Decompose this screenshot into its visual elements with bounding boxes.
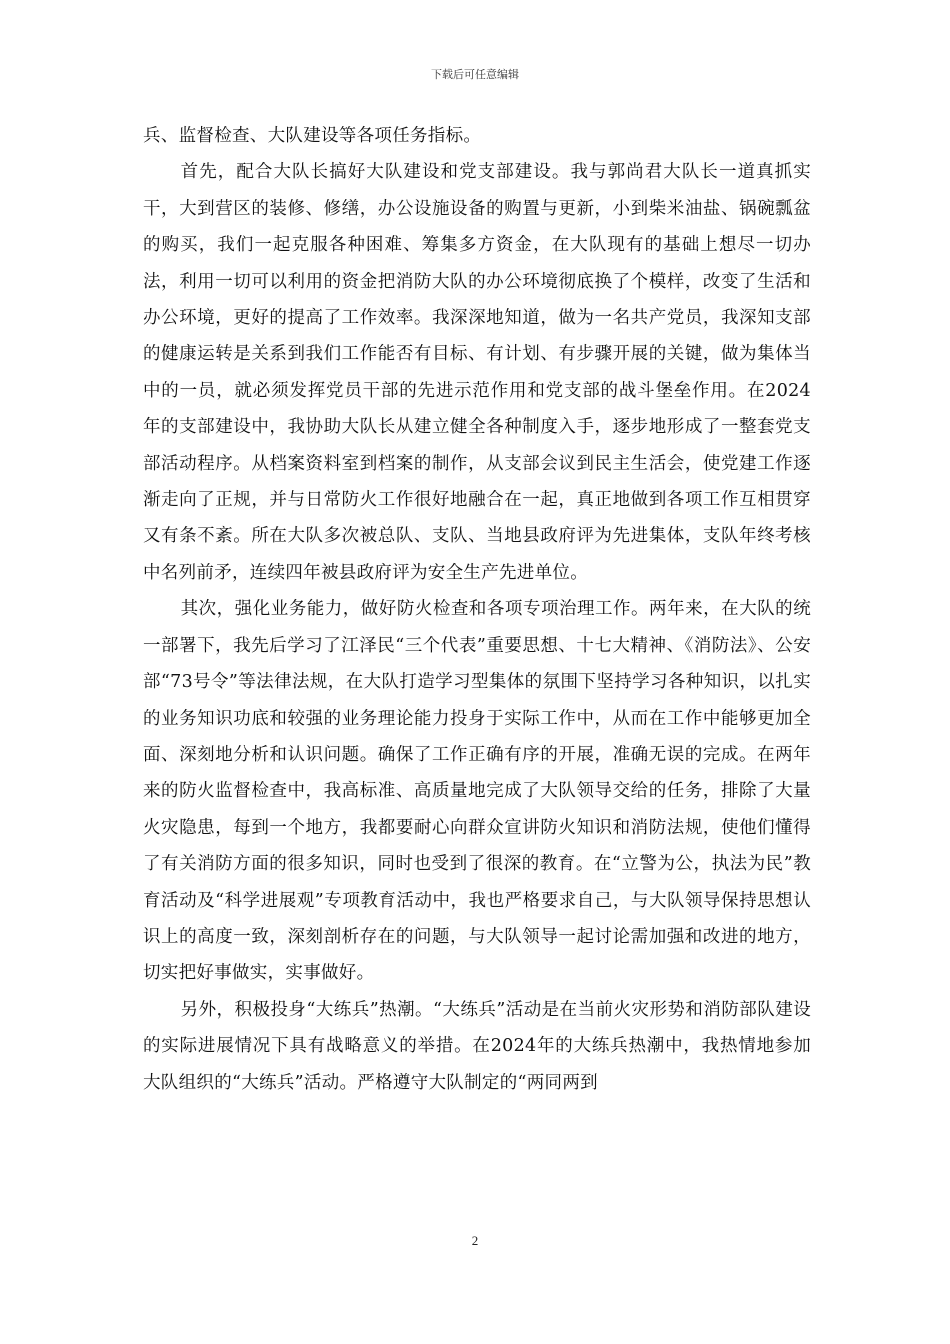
paragraph-3: 其次，强化业务能力，做好防火检查和各项专项治理工作。两年来，在大队的统一部署下，我先后学习了江泽民“三个代表”重要思想、十七大精神、《消防法》、公安部“73号令”等法律法规，在大队打造学习型集体的氛围下坚持学习各种知识，以扎实的业务知识功底和较强的业务理论能力投身于实际工作中，从而在工作中能够更加全面、深刻地分析和认识问题。确保了工作正确有序的开展，准确无误的完成。在两年来的防火监督检查中，我高标准、高质量地完成了大队领导交给的任务，排除了大量火灾隐患，每到一个地方，我都要耐心向群众宣讲防火知识和消防法规，使他们懂得了有关消防方面的很多知识，同时也受到了很深的教育。在“立警为公，执法为民”教育活动及“科学进展观”专项教育活动中，我也严格要求自己，与大队领导保持思想认识上的高度一致，深刻剖析存在的问题，与大队领导一起讨论需加强和改进的地方，切实把好事做实，实事做好。 [143,599,811,984]
document-body [143,118,811,1101]
header-note: 下载后可任意编辑 [431,68,519,81]
page-number: 2 [471,1233,479,1248]
paragraph-1: 兵、监督检查、大队建设等各项任务指标。 [143,126,482,146]
paragraph-2: 首先，配合大队长搞好大队建设和党支部建设。我与郭尚君大队长一道真抓实干，大到营区的装修、修缮，办公设施设备的购置与更新，小到柴米油盐、锅碗瓢盆的购买，我们一起克服各种困难、筹集多方资金，在大队现有的基础上想尽一切办法，利用一切可以利用的资金把消防大队的办公环境彻底换了个模样，改变了生活和办公环境，更好的提高了工作效率。我深深地知道，做为一名共产党员，我深知支部的健康运转是关系到我们工作能否有目标、有计划、有步骤开展的关键，做为集体当中的一员，就必须发挥党员干部的先进示范作用和党支部的战斗堡垒作用。在2024年的支部建设中，我协助大队长从建立健全各种制度入手，逐步地形成了一整套党支部活动程序。从档案资料室到档案的制作，从支部会议到民主生活会，使党建工作逐渐走向了正规，并与日常防火工作很好地融合在一起，真正地做到各项工作互相贯穿又有条不紊。所在大队多次被总队、支队、当地县政府评为先进集体，支队年终考核中名列前矛，连续四年被县政府评为安全生产先进单位。 [143,162,811,583]
paragraph-4: 另外，积极投身“大练兵”热潮。“大练兵”活动是在当前火灾形势和消防部队建设的实际进展情况下具有战略意义的举措。在2024年的大练兵热潮中，我热情地参加大队组织的“大练兵”活动。严格遵守大队制定的“两同两到 [143,999,811,1093]
